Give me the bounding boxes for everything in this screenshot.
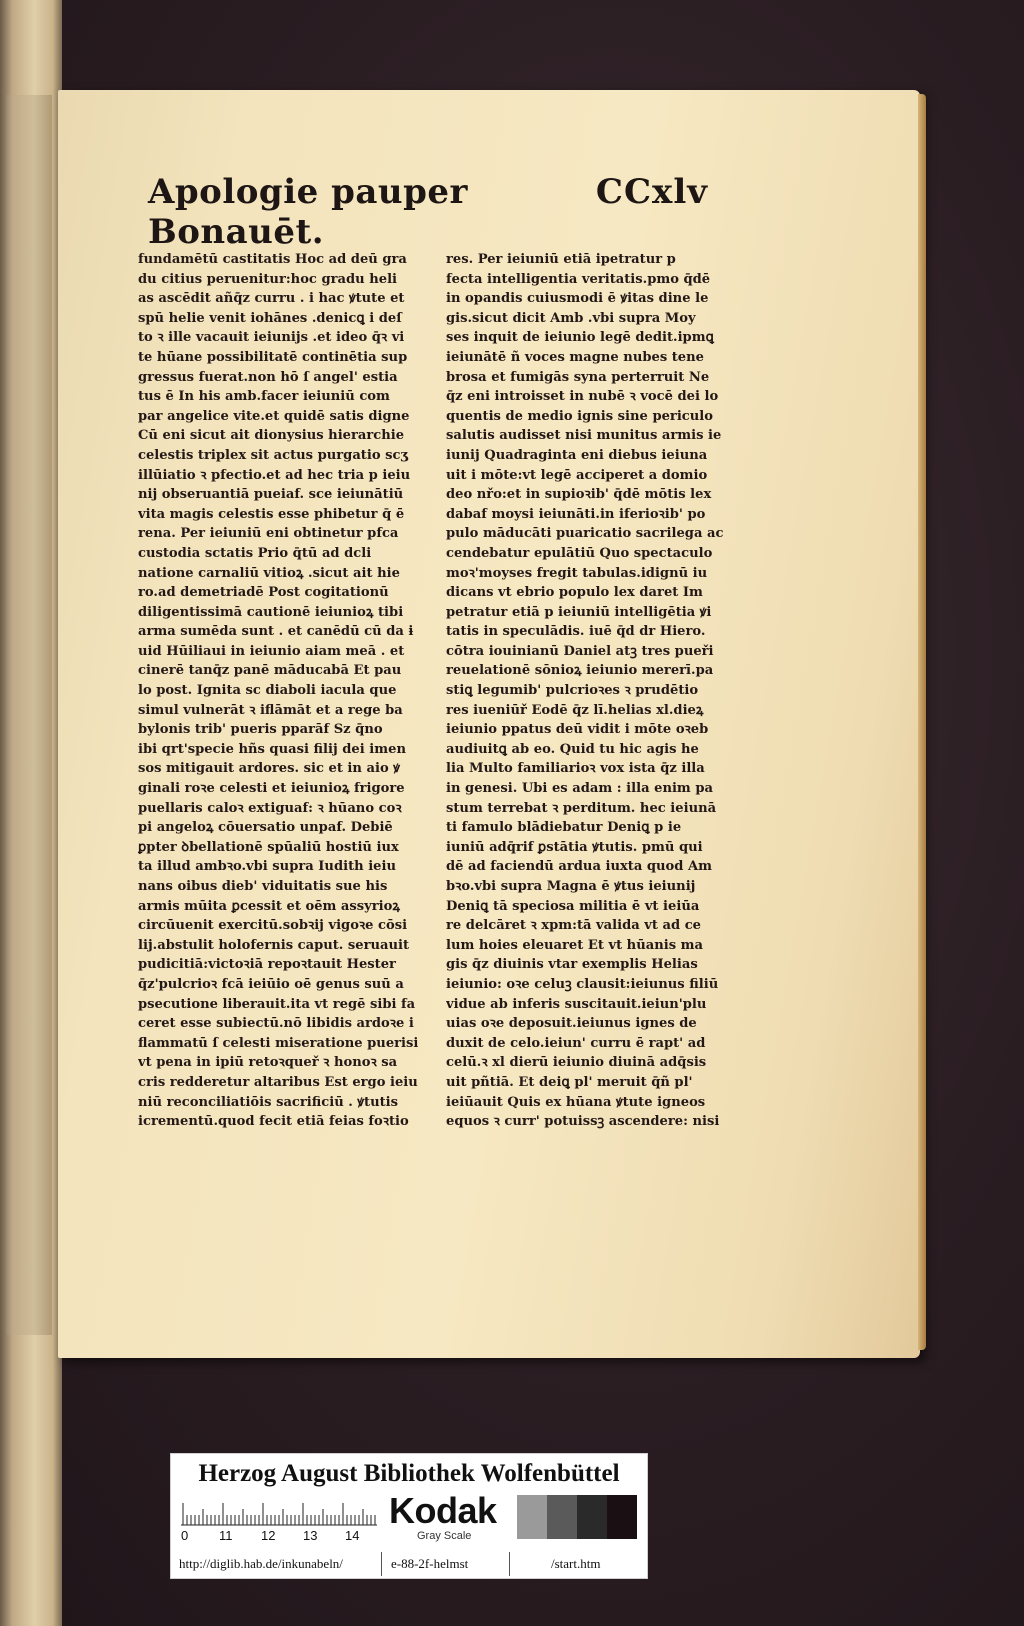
text-line: ceret esse subiectū.nō libidis ardoꝛe i — [138, 1016, 414, 1032]
text-line: uit pñtiā. Et deiꝗ pl' meruit q̄ñ pl' — [446, 1074, 693, 1090]
facing-page-shadow — [6, 95, 52, 1335]
text-line: ꝑpter ꝺbellationē spūaliū hostiū iux — [138, 839, 399, 855]
text-line: brosa et fumigās syna perterruit Ne — [446, 369, 710, 385]
text-line: ieiunio: oꝛe celuꝫ clausit:ieiunus filiū — [446, 976, 719, 992]
kodak-color-card — [170, 1453, 648, 1579]
text-line: cōtra iouinianū Daniel atꝫ tres pueři — [446, 643, 714, 659]
text-column-left — [138, 250, 418, 1132]
text-line: icrementū.quod fecit etiā feias foꝛtio — [138, 1114, 409, 1130]
text-line: ta illud ambꝛo.vbi supra Iudith ieiu — [138, 859, 396, 875]
gray-scale-label: Gray Scale — [417, 1530, 472, 1542]
footer-divider — [509, 1552, 510, 1576]
text-line: lij.abstulit holofernis caput. seruauit — [138, 937, 410, 953]
text-line: arma sumēda sunt . et canēdū cū da ɨ — [138, 624, 414, 640]
text-line: Cū eni sicut ait dionysius hierarchie — [138, 428, 405, 444]
text-line: as ascēdit añq̄z curru . i hac ꝟtute et — [138, 291, 405, 307]
text-line: uias oꝛe deposuit.ieiunus ignes de — [446, 1016, 697, 1032]
text-line: ginali roꝛe celesti et ieiunioꝝ frigore — [138, 781, 405, 797]
ruler-scale — [181, 1496, 377, 1526]
gray-patch — [577, 1495, 607, 1539]
text-line: bꝛo.vbi supra Magna ē ꝟtus ieiunij — [446, 879, 696, 894]
text-line: q̄z eni introisset in nubē ꝛ vocē dei lo — [446, 389, 719, 405]
text-line: tus ē In his amb.facer ieiuniū com — [138, 389, 390, 405]
text-line: cris redderetur altaribus Est ergo ieiu — [138, 1074, 418, 1090]
card-footer — [171, 1550, 647, 1578]
text-line: circūuenit exercitū.sobꝛij vigoꝛe cōsi — [138, 918, 408, 934]
text-line: celestis triplex sit actus purgatio scʒ — [138, 447, 408, 463]
footer-divider — [381, 1552, 382, 1576]
start-path: /start.htm — [551, 1556, 601, 1571]
ruler-number: 13 — [303, 1528, 318, 1543]
text-line: puellaris caloꝛ extiguaf: ꝛ hūano coꝛ — [138, 800, 402, 816]
text-line: duxit de celo.ieiun' curru ē rapt' ad — [446, 1035, 706, 1051]
text-line: res iueniūř Eodē q̄z lī.helias xl.dieꝝ — [446, 702, 704, 718]
text-line: psecutione liberauit.ita vt regē sibi fa — [138, 996, 416, 1012]
text-line: q̄z'pulcrioꝛ fcā ieiūio oē genus suū a — [138, 976, 404, 992]
text-line: fundamētū castitatis Hoc ad deū gra — [138, 252, 407, 267]
gray-patch — [547, 1495, 577, 1539]
shelfmark: e-88-2f-helmst — [391, 1556, 469, 1571]
text-line: lo post. Ignita sc diaboli iacula que — [138, 683, 397, 699]
ruler-numbers — [181, 1528, 377, 1544]
ruler-number: 0 — [181, 1528, 189, 1543]
text-line: gis q̄z diuinis vtar exemplis Helias — [446, 957, 698, 973]
text-line: niū reconciliatiōis sacrificiū . ꝟtutis — [138, 1094, 398, 1110]
text-column-right — [446, 250, 726, 1132]
book-page — [58, 90, 920, 1358]
text-line: quentis de medio ignis sine periculo — [446, 408, 713, 424]
text-line: in genesi. Ubi es adam : illa enim pa — [446, 781, 713, 797]
text-line: vt pena in ipiū retoꝛqueř ꝛ honoꝛ sa — [138, 1055, 398, 1071]
text-line: rena. Per ieiuniū eni obtinetur pfca — [138, 526, 399, 542]
text-line: nij obseruantiā pueiaf. sce ieiunātiū — [138, 487, 404, 503]
text-line: vidue ab inferis suscitauit.ieiun'plu — [446, 996, 707, 1012]
gray-patch — [607, 1495, 637, 1539]
digital-library-url: http://diglib.hab.de/inkunabeln/ — [179, 1556, 343, 1571]
text-line: celū.ꝛ xl dierū ieiunio diuinā adq̄sis — [446, 1055, 707, 1071]
text-line: re delcāret ꝛ xpm:tā valida vt ad ce — [446, 918, 702, 934]
text-line: ibi qrt'specie hñs quasi filij dei imen — [138, 741, 406, 757]
text-line: iuniū adq̄rif ꝑstātia ꝟtutis. pmū qui — [446, 839, 703, 855]
page-fore-edge — [918, 94, 926, 1350]
text-line: ieiunātē ñ voces magne nubes tene — [446, 349, 704, 365]
text-line: deo nřo:et in supioꝛib' q̄dē mōtis lex — [446, 487, 712, 503]
text-line: res. Per ieiuniū etiā ipetratur p — [446, 252, 676, 267]
text-line: du citius peruenitur:hoc gradu heli — [138, 271, 398, 287]
text-line: to ꝛ ille vacauit ieiunijs .et ideo q̄ꝛ vi — [138, 330, 405, 346]
text-line: spū helie venit iohānes .denicꝗ i deſ — [138, 310, 402, 326]
text-line: pudicitiā:victoꝛiā repoꝛtauit Hester — [138, 957, 396, 973]
running-head — [148, 172, 708, 252]
text-line: stiꝗ legumib' pulcrioꝛes ꝛ prudētio — [446, 683, 699, 699]
text-line: illūiatio ꝛ pfectio.et ad hec tria p ieiu — [138, 467, 411, 483]
text-line: gressus fuerat.non hō ſ angel' estia — [138, 369, 398, 385]
text-line: iunij Quadraginta eni diebus ieiuna — [446, 447, 708, 463]
text-line: nans oibus dieb' viduitatis sue his — [138, 879, 388, 894]
text-line: natione carnaliū vitioꝝ .sicut ait hie — [138, 565, 400, 581]
text-line: cendebatur epulātiū Quo spectaculo — [446, 545, 713, 561]
ruler-number: 14 — [345, 1528, 360, 1543]
text-line: sos mitigauit ardores. sic et in aio ꝟ — [138, 761, 400, 777]
gray-patch — [517, 1495, 547, 1539]
gray-scale-strip — [517, 1495, 637, 1539]
ruler-number: 12 — [261, 1528, 276, 1543]
text-line: uid Hūiliaui in ieiunio aiam meā . et — [138, 643, 405, 659]
text-line: fecta intelligentia veritatis.pmo q̄dē — [446, 271, 711, 287]
text-line: cinerē tanq̄z panē māducabā Et pau — [138, 663, 402, 679]
text-line: ieiūauit Quis ex hūana ꝟtute igneos — [446, 1094, 706, 1110]
text-line: dabaf moysi ieiunāti.in iferioꝛib' po — [446, 506, 706, 522]
text-line: tatis in speculādis. iuē q̄d dr Hiero. — [446, 624, 706, 640]
folio-number: CCxlv — [595, 172, 708, 212]
text-line: ro.ad demetriadē Post cogitationū — [138, 585, 389, 601]
text-line: equos ꝛ curr' potuissꝫ ascendere: nisi — [446, 1114, 720, 1130]
text-line: moꝛ'moyses fregit tabulas.idignū iu — [446, 565, 708, 581]
kodak-logo: Kodak — [389, 1490, 497, 1531]
text-line: bylonis trib' pueris pparāf Sz q̄no — [138, 722, 383, 738]
text-line: dicans vt ebrio populo lex daret Im — [446, 585, 703, 601]
text-line: in opandis cuiusmodi ē ꝟitas dine le — [446, 291, 709, 307]
text-line: gis.sicut dicit Amb .vbi supra Moy — [446, 310, 696, 326]
text-line: diligentissimā cautionē ieiunioꝝ tibi — [138, 604, 404, 620]
text-line: reuelationē sōnioꝝ ieiunio mererī.pa — [446, 663, 714, 679]
institution-name: Herzog August Bibliothek Wolfenbüttel — [198, 1460, 620, 1487]
ruler-number: 11 — [219, 1528, 233, 1543]
text-line: vita magis celestis esse phibetur q̄ ē — [138, 506, 405, 522]
text-line: audiuitꝗ ab eo. Quid tu hic agis he — [446, 741, 699, 757]
text-line: pulo māducāti puaricatio sacrilega ac — [446, 526, 724, 542]
text-line: ti famulo blādiebatur Deniꝗ p ie — [446, 820, 682, 836]
text-line: lia Multo familiarioꝛ vox ista q̄z illa — [446, 761, 705, 777]
text-line: par angelice vite.et quidē satis digne — [138, 408, 410, 424]
text-line: ses inquit de ieiunio legē dedit.ipmꝗ — [446, 330, 714, 346]
text-line: lum hoies eleuaret Et vt hūanis ma — [446, 937, 703, 953]
text-line: simul vulnerāt ꝛ iflāmāt et a rege ba — [138, 702, 403, 718]
text-line: custodia sctatis Prio q̄tū ad dcli — [138, 545, 372, 561]
text-line: pi angeloꝝ cōuersatio unpaf. Debiē — [138, 820, 393, 836]
running-head-title: Apologie pauper Bonauēt. — [148, 172, 468, 252]
text-line: te hūane possibilitatē continētia sup — [138, 349, 408, 365]
text-line: Deniꝗ tā speciosa militia ē vt ieiūa — [446, 898, 700, 914]
text-line: dē ad faciendū ardua iuxta quod Am — [446, 859, 713, 875]
facing-page-edge — [0, 0, 62, 1626]
text-line: flammatū ſ celesti miseratione puerisi — [138, 1035, 418, 1051]
text-line: salutis audisset nisi munitus armis ie — [446, 428, 722, 444]
text-line: stum terrebat ꝛ perditum. hec ieiunā — [446, 800, 717, 816]
text-line: armis mūita ꝑcessit et oēm assyrioꝝ — [138, 898, 400, 914]
text-line: uit i mōte:vt legē acciperet a domio — [446, 467, 708, 483]
text-line: petratur etiā p ieiuniū intelligētia ꝟi — [446, 604, 712, 620]
text-line: ieiunio ppatus deū vidit i mōte oꝛeb — [446, 722, 709, 738]
